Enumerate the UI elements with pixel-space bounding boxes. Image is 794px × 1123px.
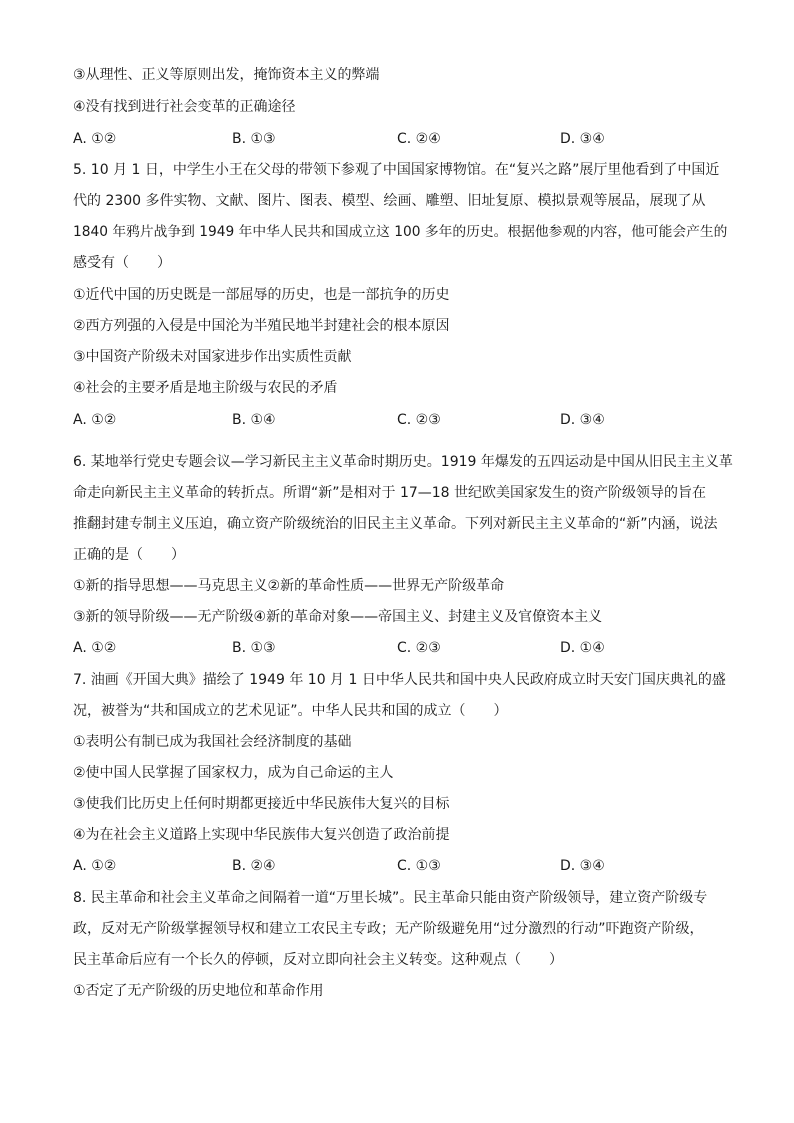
q5-stem-line-1: 5. 10 月 1 日，中学生小王在父母的带领下参观了中国国家博物馆。在“复兴之路”展厅里他看到了中国近 <box>73 162 720 178</box>
option-c: C. ②④ <box>397 131 441 147</box>
q6-stem-line-2: 命走向新民主主义革命的转折点。所谓“新”是相对于 17—18 世纪欧美国家发生的资产阶级领导的旨在 <box>73 485 707 501</box>
option-d: D. ③④ <box>560 858 605 874</box>
option-a: A. ①② <box>73 131 117 147</box>
option-b: B. ②④ <box>232 858 276 874</box>
q6-stem-line-4: 正确的是（ ） <box>73 547 185 563</box>
option-b: B. ①③ <box>232 131 276 147</box>
q6-item-1: ①新的指导思想——马克思主义②新的革命性质——世界无产阶级革命 <box>73 578 505 594</box>
option-b: B. ①④ <box>232 412 276 428</box>
q6-item-2: ③新的领导阶级——无产阶级④新的革命对象——帝国主义、封建主义及官僚资本主义 <box>73 609 603 625</box>
q6-stem-line-3: 推翻封建专制主义压迫，确立资产阶级统治的旧民主主义革命。下列对新民主主义革命的“新”内涵，说法 <box>73 516 718 532</box>
q7-item-4: ④为在社会主义道路上实现中华民族伟大复兴创造了政治前提 <box>73 827 450 843</box>
option-c: C. ②③ <box>397 412 441 428</box>
option-b: B. ①③ <box>232 640 276 656</box>
q5-item-1: ①近代中国的历史既是一部屈辱的历史，也是一部抗争的历史 <box>73 287 450 303</box>
q7-stem-line-1: 7. 油画《开国大典》描绘了 1949 年 10 月 1 日中华人民共和国中央人民政府成立时天安门国庆典礼的盛 <box>73 672 726 688</box>
option-c: C. ①③ <box>397 858 441 874</box>
q8-stem-line-1: 8. 民主革命和社会主义革命之间隔着一道“万里长城”。民主革命只能由资产阶级领导，建立资产阶级专 <box>73 890 708 906</box>
q8-stem-line-2: 政，反对无产阶级掌握领导权和建立工农民主专政；无产阶级避免用“过分激烈的行动”吓跑资产阶级， <box>73 921 704 937</box>
q6-stem-line-1: 6. 某地举行党史专题会议—学习新民主主义革命时期历史。1919 年爆发的五四运动是中国从旧民主主义革 <box>73 454 733 470</box>
q7-item-2: ②使中国人民掌握了国家权力，成为自己命运的主人 <box>73 765 394 781</box>
option-a: A. ①② <box>73 412 117 428</box>
q5-options <box>73 410 733 430</box>
q7-stem-line-2: 况，被誉为“共和国成立的艺术见证”。中华人民共和国的成立（ ） <box>73 703 508 719</box>
q5-item-4: ④社会的主要矛盾是地主阶级与农民的矛盾 <box>73 380 338 396</box>
q5-stem-line-2: 代的 2300 多件实物、文献、图片、图表、模型、绘画、雕塑、旧址复原、模拟景观等展品，展现了从 <box>73 193 706 209</box>
prev-question-item-3: ③从理性、正义等原则出发，掩饰资本主义的弊端 <box>73 67 380 83</box>
q6-options <box>73 638 733 658</box>
prev-question-options <box>73 129 733 149</box>
q5-item-3: ③中国资产阶级未对国家进步作出实质性贡献 <box>73 349 352 365</box>
q5-item-2: ②西方列强的入侵是中国沦为半殖民地半封建社会的根本原因 <box>73 318 450 334</box>
option-c: C. ②③ <box>397 640 441 656</box>
q7-item-3: ③使我们比历史上任何时期都更接近中华民族伟大复兴的目标 <box>73 796 450 812</box>
q7-item-1: ①表明公有制已成为我国社会经济制度的基础 <box>73 734 352 750</box>
q8-stem-line-3: 民主革命后应有一个长久的停顿，反对立即向社会主义转变。这种观点（ ） <box>73 952 563 968</box>
option-d: D. ③④ <box>560 131 605 147</box>
option-d: D. ③④ <box>560 412 605 428</box>
q5-stem-line-3: 1840 年鸦片战争到 1949 年中华人民共和国成立这 100 多年的历史。根据他参观的内容，他可能会产生的 <box>73 224 728 240</box>
option-d: D. ①④ <box>560 640 605 656</box>
q8-item-1: ①否定了无产阶级的历史地位和革命作用 <box>73 983 324 999</box>
q7-options <box>73 856 733 876</box>
q5-stem-line-4: 感受有（ ） <box>73 255 171 271</box>
option-a: A. ①② <box>73 858 117 874</box>
option-a: A. ①② <box>73 640 117 656</box>
prev-question-item-4: ④没有找到进行社会变革的正确途径 <box>73 99 296 115</box>
